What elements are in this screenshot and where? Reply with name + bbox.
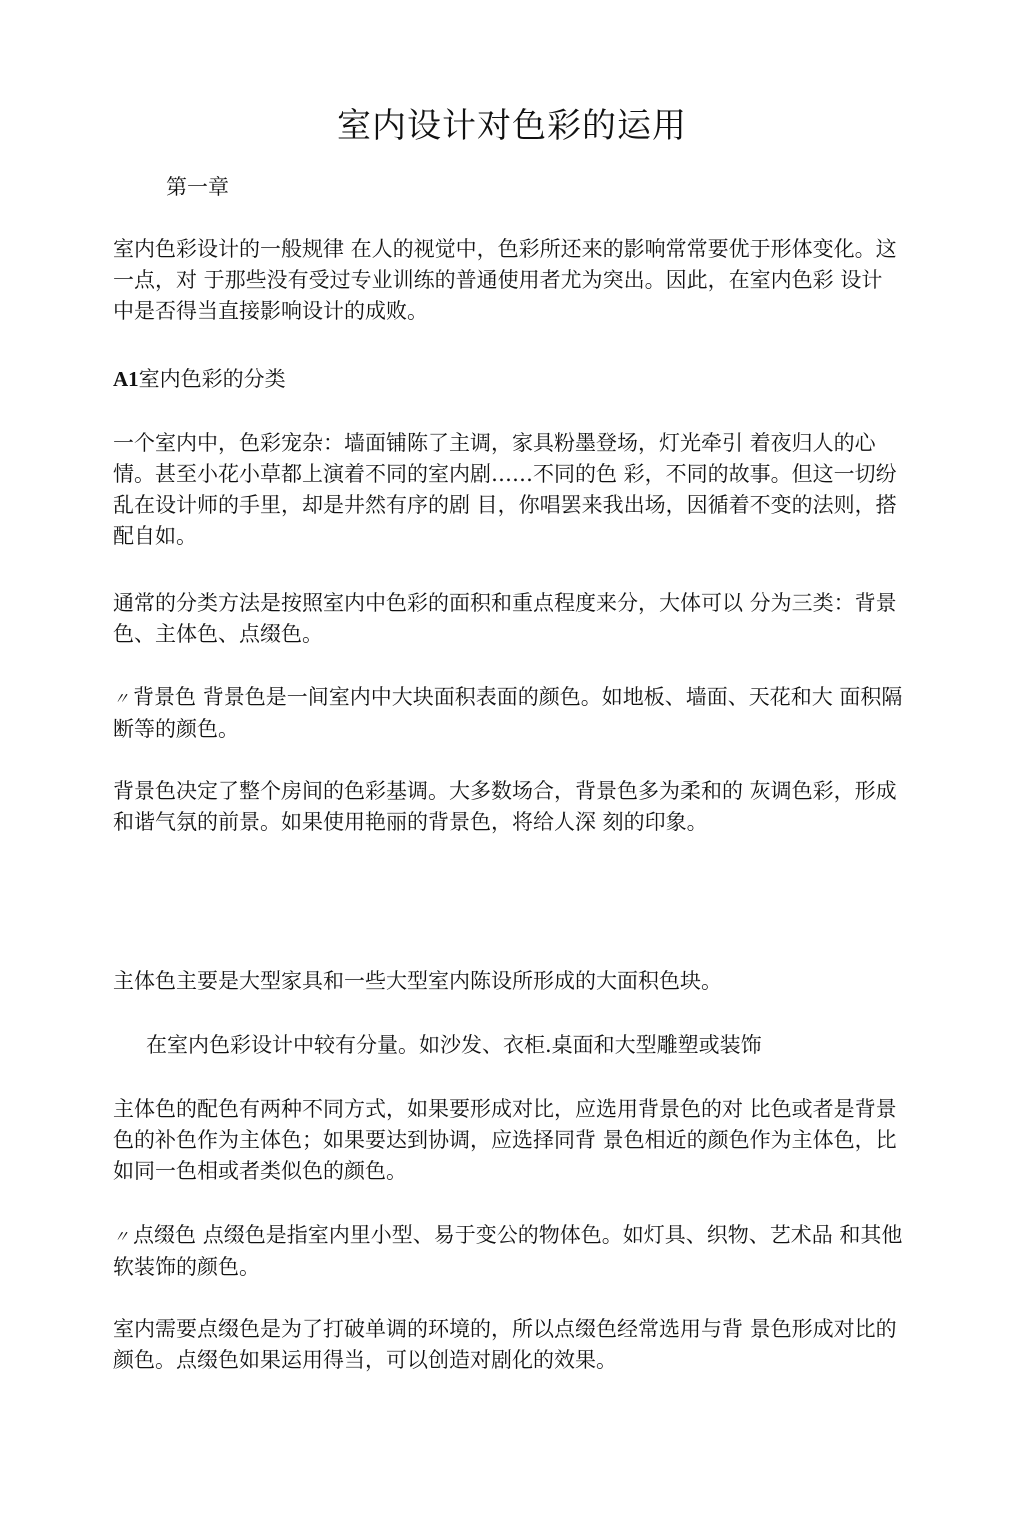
section-heading-a1 [113, 364, 903, 395]
paragraph-background-color [113, 682, 903, 745]
bullet-mark-icon: 〃 [113, 1227, 130, 1246]
paragraph-main-color: 主体色主要是大型家具和一些大型室内陈设所形成的大面积色块。 [113, 969, 722, 993]
accent-color-text: 点缀色 点缀色是指室内里小型、易于变公的物体色。如灯具、织物、艺术品 和其他软装饰的颜色。 [113, 1223, 903, 1279]
paragraph-background-tone: 背景色决定了整个房间的色彩基调。大多数场合，背景色多为柔和的 灰调色彩，形成和谐气氛的前景。如果使用艳丽的背景色，将给人深 刻的印象。 [113, 779, 897, 834]
paragraph-accent-color [113, 1220, 903, 1283]
section-number: A1 [113, 367, 139, 391]
paragraph-classification: 通常的分类方法是按照室内中色彩的面积和重点程度来分，大体可以 分为三类：背景色、主体色、点缀色。 [113, 591, 897, 646]
paragraph-main-color-weight: 在室内色彩设计中较有分量。如沙发、衣柜.桌面和大型雕塑或装饰 [146, 1033, 762, 1057]
chapter-heading: 第一章 [166, 175, 229, 199]
paragraph-main-color-matching: 主体色的配色有两种不同方式，如果要形成对比，应选用背景色的对 比色或者是背景色的补色作为主体色；如果要达到协调，应选择同背 景色相近的颜色作为主体色，比如同一色相或者类似色的颜色。 [113, 1097, 897, 1183]
bullet-mark-icon: 〃 [113, 689, 130, 708]
paragraph-general-rules: 室内色彩设计的一般规律 在人的视觉中，色彩所还来的影响常常要优于形体变化。这一点，对 于那些没有受过专业训练的普通使用者尤为突出。因此，在室内色彩 设计中是否得当直接影响设计的成败。 [113, 237, 897, 323]
section-title: 室内色彩的分类 [138, 367, 286, 391]
paragraph-accent-usage: 室内需要点缀色是为了打破单调的环境的，所以点缀色经常选用与背 景色形成对比的颜色。点缀色如果运用得当，可以创造对剧化的效果。 [113, 1317, 897, 1372]
paragraph-color-chaos: 一个室内中，色彩宠杂：墙面铺陈了主调，家具粉墨登场，灯光牵引 着夜归人的心情。甚至小花小草都上演着不同的室内剧……不同的色 彩，不同的故事。但这一切纷乱在设计师的手里，却是井然有序的剧 目，你唱罢来我出场，因循着不变的法则，搭配自如。 [113, 431, 897, 548]
background-color-text: 背景色 背景色是一间室内中大块面积表面的颜色。如地板、墙面、天花和大 面积隔断等的颜色。 [113, 685, 903, 741]
document-title: 室内设计对色彩的运用 [337, 106, 687, 146]
